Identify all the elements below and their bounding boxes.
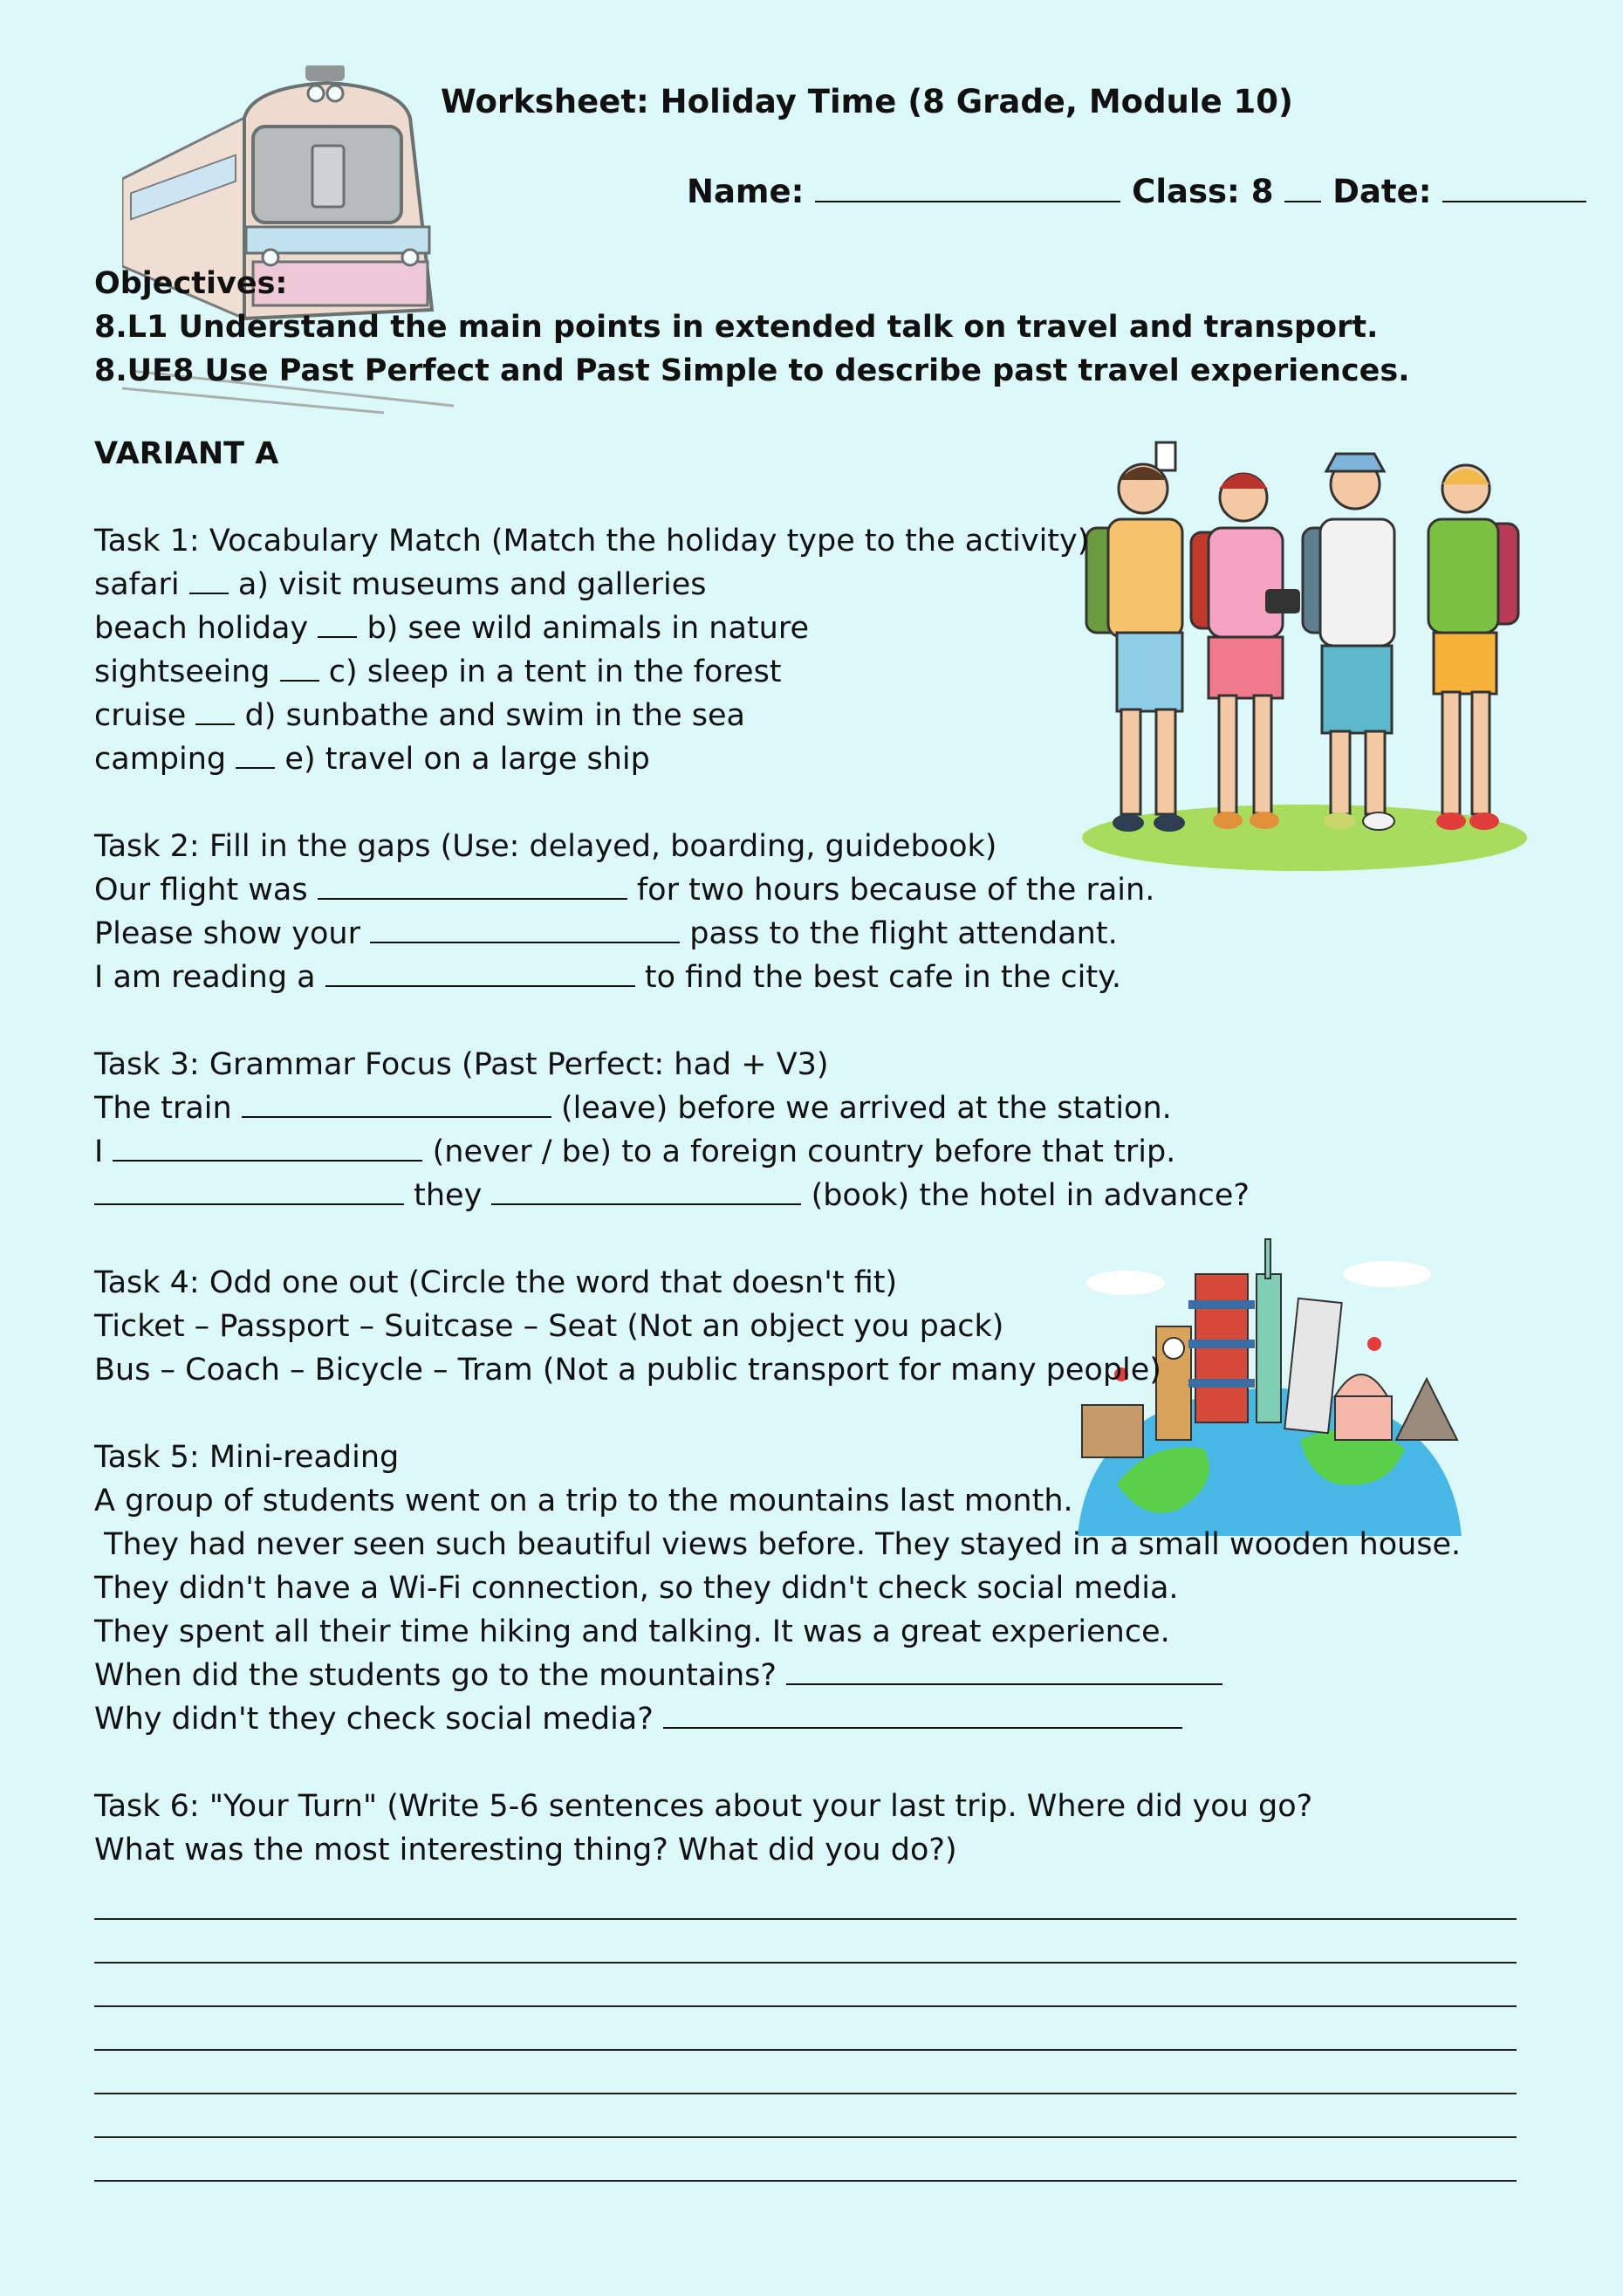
task5-title: Task 5: Mini-reading <box>94 1440 400 1475</box>
writing-line[interactable] <box>94 1962 1517 1964</box>
worksheet-title: Worksheet: Holiday Time (8 Grade, Module 10) <box>441 83 1293 120</box>
grammar-blank[interactable] <box>491 1179 801 1205</box>
match-blank[interactable] <box>195 699 235 725</box>
match-row: safari a) visit museums and galleries <box>94 567 707 602</box>
odd-one-out-row: Ticket – Passport – Suitcase – Seat (Not an object you pack) <box>94 1309 1004 1344</box>
task3-title: Task 3: Grammar Focus (Past Perfect: had + V3) <box>94 1047 829 1082</box>
date-field[interactable] <box>1442 176 1586 202</box>
class-field[interactable] <box>1284 176 1321 202</box>
writing-line[interactable] <box>94 2049 1517 2051</box>
match-row: cruise d) sunbathe and swim in the sea <box>94 698 746 733</box>
odd-one-out-row: Bus – Coach – Bicycle – Tram (Not a public transport for many people) <box>94 1353 1161 1388</box>
task6-title: Task 6: "Your Turn" (Write 5-6 sentences about your last trip. Where did you go? <box>94 1789 1313 1824</box>
writing-line[interactable] <box>94 1918 1517 1920</box>
writing-line[interactable] <box>94 2136 1517 2138</box>
match-blank[interactable] <box>280 655 319 682</box>
match-blank[interactable] <box>318 612 357 638</box>
objectives-heading: Objectives: <box>94 266 288 301</box>
task2-title: Task 2: Fill in the gaps (Use: delayed, boarding, guidebook) <box>94 829 997 864</box>
reading-text-line: They didn't have a Wi-Fi connection, so they didn't check social media. <box>94 1571 1179 1606</box>
reading-question: Why didn't they check social media? <box>94 1702 1182 1737</box>
task6-title-continued: What was the most interesting thing? What did you do?) <box>94 1833 957 1868</box>
grammar-blank[interactable] <box>94 1179 404 1205</box>
name-field[interactable] <box>815 176 1120 202</box>
name-label: Name: <box>687 173 805 210</box>
date-label: Date: <box>1332 173 1432 210</box>
gap-blank[interactable] <box>318 874 627 900</box>
match-row: sightseeing c) sleep in a tent in the forest <box>94 655 782 689</box>
variant-label: VARIANT A <box>94 436 279 471</box>
objective-item: 8.L1 Understand the main points in extended talk on travel and transport. <box>94 310 1379 345</box>
student-info-row <box>687 173 1586 210</box>
reading-text-line: A group of students went on a trip to the mountains last month. <box>94 1484 1073 1518</box>
match-blank[interactable] <box>236 743 275 769</box>
grammar-row: The train (leave) before we arrived at the station. <box>94 1091 1172 1126</box>
grammar-row: they (book) the hotel in advance? <box>94 1178 1250 1213</box>
gap-row: Please show your pass to the flight attendant. <box>94 916 1118 951</box>
match-row: beach holiday b) see wild animals in nature <box>94 611 809 646</box>
reading-text-line: They spent all their time hiking and talking. It was a great experience. <box>94 1614 1170 1649</box>
class-label: Class: 8 <box>1132 173 1274 210</box>
objective-item: 8.UE8 Use Past Perfect and Past Simple to describe past travel experiences. <box>94 353 1410 388</box>
writing-line[interactable] <box>94 2005 1517 2007</box>
writing-line[interactable] <box>94 2180 1517 2182</box>
gap-row: I am reading a to find the best cafe in the city. <box>94 960 1121 995</box>
writing-line[interactable] <box>94 2093 1517 2094</box>
grammar-blank[interactable] <box>113 1135 422 1162</box>
reading-text-line: They had never seen such beautiful views before. They stayed in a small wooden house. <box>94 1527 1462 1562</box>
grammar-blank[interactable] <box>242 1092 551 1118</box>
answer-blank[interactable] <box>786 1659 1222 1685</box>
gap-blank[interactable] <box>370 917 680 943</box>
task4-title: Task 4: Odd one out (Circle the word that doesn't fit) <box>94 1265 898 1300</box>
tourists-illustration <box>1069 432 1536 877</box>
gap-row: Our flight was for two hours because of the rain. <box>94 873 1155 908</box>
match-row: camping e) travel on a large ship <box>94 742 650 777</box>
reading-question: When did the students go to the mountains? <box>94 1658 1222 1693</box>
grammar-row: I (never / be) to a foreign country before that trip. <box>94 1134 1176 1169</box>
match-blank[interactable] <box>189 568 229 594</box>
gap-blank[interactable] <box>325 961 635 987</box>
task1-title: Task 1: Vocabulary Match (Match the holiday type to the activity) <box>94 524 1090 559</box>
answer-blank[interactable] <box>663 1703 1182 1729</box>
